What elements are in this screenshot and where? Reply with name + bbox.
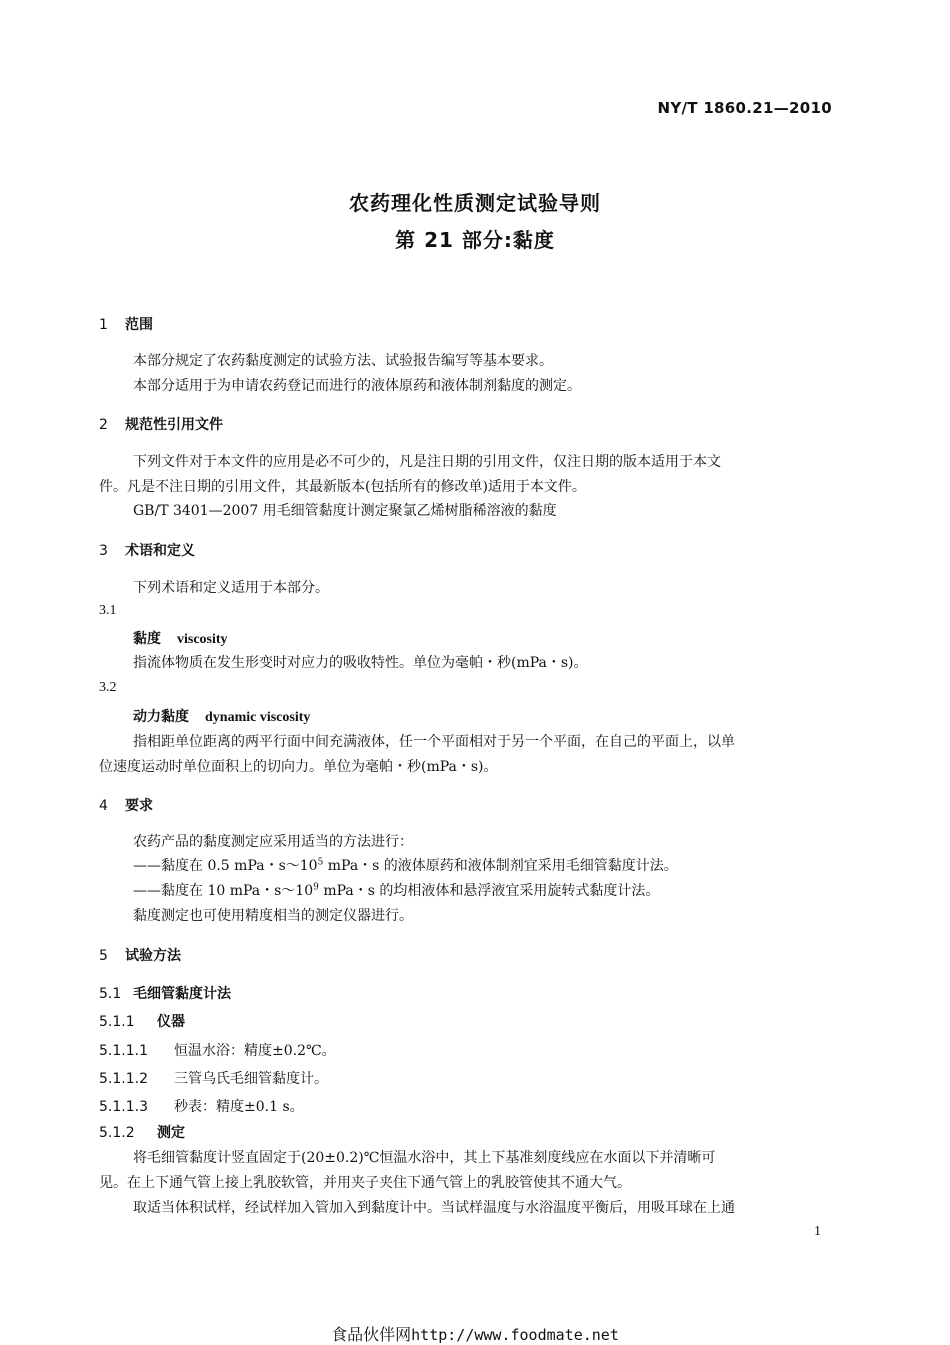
list-item: ——黏度在 10 mPa・$s\sim 10^9$ mPa・s 的均相液体和悬浮液宜采用旋转式黏度计法。 bbox=[133, 882, 660, 899]
section-heading-2: 2 规范性引用文件 bbox=[99, 417, 223, 433]
reference-entry: GB/T 3401—2007 用毛细管黏度计测定聚氯乙烯树脂稀溶液的黏度 bbox=[133, 503, 557, 519]
list-item: ——黏度在 0.5 mPa・$s\sim 10^5$ mPa・s 的液体原药和液体制剂宜采用毛细管黏度计法。 bbox=[133, 857, 678, 874]
document-title: 农药理化性质测定试验导则 bbox=[349, 191, 601, 215]
paragraph: 取适当体积试样，经试样加入管加入到黏度计中。当试样温度与水浴温度平衡后，用吸耳球在上通 bbox=[133, 1200, 735, 1216]
clause-5-1-1-2: 5.1.1.2 三管乌氏毛细管黏度计。 bbox=[99, 1071, 328, 1087]
footer-site-name: 食品伙伴网 bbox=[331, 1325, 412, 1344]
definition: 位速度运动时单位面积上的切向力。单位为毫帕・秒(mPa・s)。 bbox=[99, 759, 498, 775]
paragraph: 本部分适用于为申请农药登记而进行的液体原药和液体制剂黏度的测定。 bbox=[133, 378, 581, 394]
page-number: 1 bbox=[814, 1224, 821, 1239]
clause-number: 3.1 bbox=[99, 603, 117, 618]
definition: 指相距单位距离的两平行面中间充满液体，任一个平面相对于另一个平面，在自己的平面上，以单 bbox=[133, 734, 735, 750]
paragraph: 将毛细管黏度计竖直固定于(20±0.2)℃恒温水浴中，其上下基准刻度线应在水面以下并清晰可 bbox=[133, 1150, 716, 1166]
paragraph: 下列术语和定义适用于本部分。 bbox=[133, 580, 329, 596]
clause-5-1-1-1: 5.1.1.1 恒温水浴：精度±0.2℃。 bbox=[99, 1043, 336, 1059]
paragraph: 本部分规定了农药黏度测定的试验方法、试验报告编写等基本要求。 bbox=[133, 353, 553, 369]
paragraph: 农药产品的黏度测定应采用适当的方法进行： bbox=[133, 834, 413, 850]
clause-number: 3.2 bbox=[99, 680, 117, 695]
term-dynamic-viscosity: 动力黏度 dynamic viscosity bbox=[133, 709, 311, 725]
subsection-heading-5-1-1: 5.1.1 仪器 bbox=[99, 1014, 185, 1030]
document-subtitle: 第 21 部分:黏度 bbox=[395, 228, 555, 252]
paragraph: 见。在上下通气管上接上乳胶软管，并用夹子夹住下通气管上的乳胶管使其不通大气。 bbox=[99, 1175, 631, 1191]
section-heading-4: 4 要求 bbox=[99, 798, 153, 814]
paragraph: 黏度测定也可使用精度相当的测定仪器进行。 bbox=[133, 908, 413, 924]
subsection-heading-5-1: 5.1 毛细管黏度计法 bbox=[99, 986, 231, 1002]
standard-number: NY/T 1860.21—2010 bbox=[657, 99, 832, 117]
footer-url[interactable]: http://www.foodmate.net bbox=[411, 1326, 619, 1344]
section-heading-1: 1 范围 bbox=[99, 317, 153, 333]
section-heading-5: 5 试验方法 bbox=[99, 948, 181, 964]
section-heading-3: 3 术语和定义 bbox=[99, 543, 195, 559]
subsection-heading-5-1-2: 5.1.2 测定 bbox=[99, 1125, 185, 1141]
term-viscosity: 黏度 viscosity bbox=[133, 631, 228, 647]
paragraph: 下列文件对于本文件的应用是必不可少的，凡是注日期的引用文件，仅注日期的版本适用于本文 bbox=[133, 454, 721, 470]
paragraph: 件。凡是不注日期的引用文件，其最新版本(包括所有的修改单)适用于本文件。 bbox=[99, 479, 586, 495]
footer-watermark bbox=[0, 1322, 950, 1345]
clause-5-1-1-3: 5.1.1.3 秒表：精度±0.1 s。 bbox=[99, 1099, 304, 1115]
definition: 指流体物质在发生形变时对应力的吸收特性。单位为毫帕・秒(mPa・s)。 bbox=[133, 655, 588, 671]
